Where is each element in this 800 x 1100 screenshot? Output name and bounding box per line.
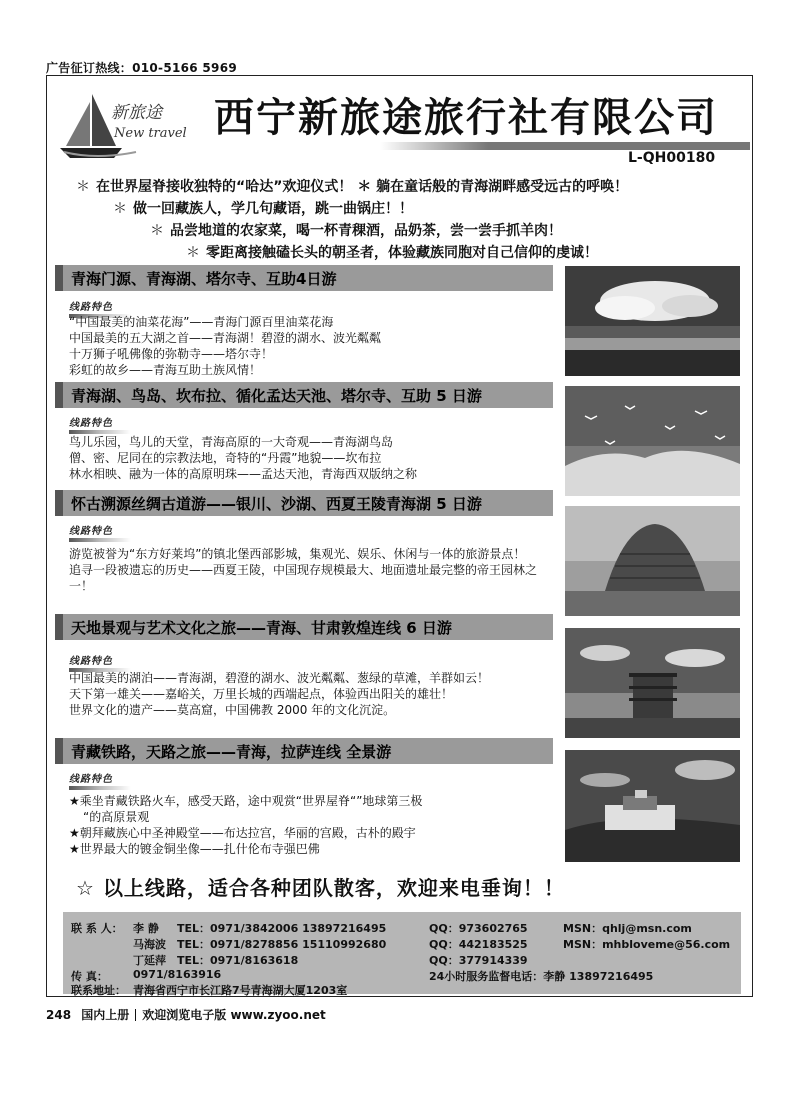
section-title: 怀古溯源丝绸古道游——银川、沙湖、西夏王陵青海湖 5 日游 xyxy=(71,495,482,513)
section-name: 国内上册 xyxy=(81,1008,130,1022)
ad-hotline: 广告征订热线：010-5166 5969 xyxy=(46,61,238,75)
section-line: 僧、密、尼同在的宗教法地，奇特的“丹霞”地貌——坎布拉 xyxy=(69,451,382,465)
closing-slogan: ☆ 以上线路，适合各种团队散客，欢迎来电垂询！！ xyxy=(76,876,565,900)
page-footer xyxy=(46,1006,326,1023)
license-code: L-QH00180 xyxy=(628,150,716,166)
hollow-star-icon: ☆ xyxy=(76,876,95,900)
contact-tel: TEL：0971/8163618 xyxy=(177,954,299,967)
section-body xyxy=(69,314,381,378)
xixia-mausoleum-photo xyxy=(565,506,740,616)
msn-account: MSN：mhbloveme@56.com xyxy=(563,938,731,951)
footer-tail: 欢迎浏览电子版 www.zyoo.net xyxy=(142,1008,326,1022)
section-title: 青海门源、青海湖、塔尔寺、互助4日游 xyxy=(71,270,337,288)
section-header xyxy=(63,738,553,764)
address: 青海省西宁市长江路7号青海湖大厦1203室 xyxy=(133,984,348,997)
code-bar-fade xyxy=(380,142,488,150)
logo-english-text: New travel xyxy=(114,126,187,141)
section-line: 彩虹的故乡——青海互助土族风情！ xyxy=(69,363,262,377)
company-name: 西宁新旅途旅行社有限公司 xyxy=(214,94,718,141)
potala-palace-photo xyxy=(565,750,740,862)
slogan: ＊ 做一回藏族人，学几句藏语，跳一曲锅庄！！ xyxy=(113,201,413,217)
bird-island-photo xyxy=(565,386,740,496)
contact-block xyxy=(63,912,741,997)
clouds-grassland-photo xyxy=(565,266,740,376)
section-line: 追寻一段被遗忘的历史——西夏王陵，中国现存规模最大、地面遗址最完整的帝王园林之一！ xyxy=(69,563,538,593)
section-line: 中国最美的五大湖之首——青海湖！碧澄的湖水、波光粼粼 xyxy=(69,331,382,345)
code-bar xyxy=(488,142,750,150)
address-label: 联系地址： xyxy=(71,984,126,997)
section-line: ★世界最大的镀金铜坐像——扎什伦布寺强巴佛 xyxy=(69,842,320,856)
section-line: 鸟儿乐园，鸟儿的天堂，青海高原的一大奇观——青海湖鸟岛 xyxy=(69,435,394,449)
route-feature-badge: 线路特色 xyxy=(69,414,131,434)
qq-number: QQ：973602765 xyxy=(429,922,528,935)
section-body xyxy=(69,546,549,594)
asterisk-icon: ＊ xyxy=(150,223,164,239)
msn-account: MSN：qhlj@msn.com xyxy=(563,922,692,935)
section-header xyxy=(63,490,553,516)
section-title: 青海湖、鸟岛、坎布拉、循化孟达天池、塔尔寺、互助 5 日游 xyxy=(71,387,482,405)
section-header xyxy=(63,382,553,408)
section-line: 天下第一雄关——嘉峪关，万里长城的西端起点，体验西出阳关的雄壮！ xyxy=(69,687,454,701)
contact-person-label: 联 系 人： xyxy=(71,922,123,935)
slogan: ＊ 零距离接触磕长头的朝圣者，体验藏族同胞对自己信仰的虔诚！ xyxy=(186,245,598,261)
footer-divider xyxy=(135,1009,136,1021)
route-feature-badge: 线路特色 xyxy=(69,522,131,542)
section-header xyxy=(63,265,553,291)
section-line: “的高原景观 xyxy=(83,810,150,824)
section-header xyxy=(63,614,553,640)
qq-number: QQ：377914339 xyxy=(429,954,528,967)
contact-tel: TEL：0971/8278856 15110992680 xyxy=(177,938,387,951)
mogao-caves-photo xyxy=(565,628,740,738)
section-line: ★朝拜藏族心中圣神殿堂——布达拉宫，华丽的宫殿，古朴的殿宇 xyxy=(69,826,416,840)
fax-label: 传 真： xyxy=(71,970,108,983)
slogan: ＊ 在世界屋脊接收独特的“哈达”欢迎仪式！ ＊ 躺在童话般的青海湖畔感受远古的呼唤！ xyxy=(76,179,629,195)
route-feature-badge: 线路特色 xyxy=(69,298,131,318)
section-line: 林水相映、融为一体的高原明珠——孟达天池，青海西双版纳之称 xyxy=(69,467,418,481)
section-line: “中国最美的油菜花海”——青海门源百里油菜花海 xyxy=(69,315,334,329)
route-feature-badge: 线路特色 xyxy=(69,770,131,790)
contact-tel: TEL：0971/3842006 13897216495 xyxy=(177,922,387,935)
asterisk-icon: ＊ xyxy=(186,245,200,261)
section-body xyxy=(69,434,417,482)
section-line: 十万狮子吼佛像的弥勒寺——塔尔寺！ xyxy=(69,347,274,361)
contact-name: 李 静 xyxy=(133,922,159,935)
section-body xyxy=(69,793,422,857)
page-number: 248 xyxy=(46,1008,72,1022)
section-line: 世界文化的遗产——莫高窟，中国佛教 2000 年的文化沉淀。 xyxy=(69,703,396,717)
route-feature-badge: 线路特色 xyxy=(69,652,131,672)
slogan: ＊ 品尝地道的农家菜，喝一杯青稞酒，品奶茶，尝一尝手抓羊肉！ xyxy=(150,223,562,239)
logo-chinese-text: 新旅途 xyxy=(111,103,162,123)
section-line: 游览被誉为“东方好莱坞”的镇北堡西部影城，集观光、娱乐、休闲与一体的旅游景点！ xyxy=(69,547,526,561)
fax-number: 0971/8163916 xyxy=(133,968,222,981)
section-body xyxy=(69,670,549,718)
section-line: 中国最美的湖泊——青海湖，碧澄的湖水、波光粼粼、葱绿的草滩，羊群如云！ xyxy=(69,671,490,685)
asterisk-icon: ＊ xyxy=(76,179,90,195)
section-line: ★乘坐青藏铁路火车，感受天路，途中观赏“世界屋脊“”地球第三极 xyxy=(69,794,423,808)
contact-name: 丁延萍 xyxy=(133,954,166,967)
section-title: 青藏铁路，天路之旅——青海，拉萨连线 全景游 xyxy=(71,743,392,761)
qq-number: QQ：442183525 xyxy=(429,938,528,951)
service-hotline-24h: 24小时服务监督电话：李静 13897216495 xyxy=(429,970,654,983)
contact-name: 马海波 xyxy=(133,938,166,951)
section-title: 天地景观与艺术文化之旅——青海、甘肃敦煌连线 6 日游 xyxy=(71,619,452,637)
asterisk-icon: ＊ xyxy=(113,201,127,217)
